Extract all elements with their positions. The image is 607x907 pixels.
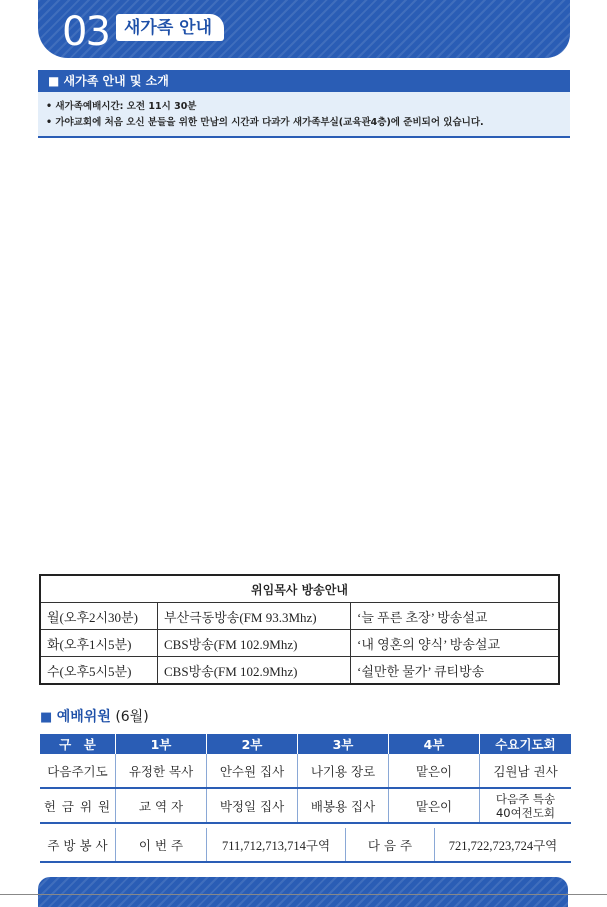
committee-header: 2부 bbox=[207, 734, 298, 754]
broadcast-station: CBS방송(FM 102.9Mhz) bbox=[158, 630, 351, 657]
committee-title bbox=[40, 707, 149, 728]
kitchen-this-week-label: 이 번 주 bbox=[116, 828, 207, 862]
broadcast-row bbox=[40, 630, 559, 657]
committee-cell: 박정일 집사 bbox=[207, 788, 298, 823]
committee-row-label: 다음주기도 bbox=[40, 754, 116, 788]
committee-table bbox=[40, 734, 571, 824]
broadcast-row bbox=[40, 603, 559, 630]
committee-row bbox=[40, 788, 571, 823]
committee-cell: 맡은이 bbox=[389, 788, 480, 823]
newcomer-info-box bbox=[38, 92, 570, 138]
broadcast-table bbox=[39, 574, 560, 685]
committee-header: 4부 bbox=[389, 734, 480, 754]
committee-header: 구 분 bbox=[40, 734, 116, 754]
kitchen-next-week-areas: 721,722,723,724구역 bbox=[435, 828, 572, 862]
section-number: 03 bbox=[62, 9, 109, 55]
committee-header: 1부 bbox=[116, 734, 207, 754]
broadcast-program: ‘내 영혼의 양식’ 방송설교 bbox=[351, 630, 560, 657]
broadcast-station: CBS방송(FM 102.9Mhz) bbox=[158, 657, 351, 685]
square-bullet-icon: ■ bbox=[40, 710, 53, 725]
special-song-label: 다음주 특송 bbox=[495, 791, 556, 806]
committee-row bbox=[40, 754, 571, 788]
footer-divider bbox=[0, 894, 607, 895]
broadcast-day: 화(오후1시5분) bbox=[40, 630, 158, 657]
broadcast-program: ‘쉴만한 물가’ 큐티방송 bbox=[351, 657, 560, 685]
committee-cell: 교 역 자 bbox=[116, 788, 207, 823]
committee-title-text: 예배위원 bbox=[56, 709, 111, 725]
newcomer-heading-bar bbox=[38, 70, 570, 92]
committee-cell: 김원남 권사 bbox=[480, 754, 572, 788]
committee-cell: 유정한 목사 bbox=[116, 754, 207, 788]
committee-header: 수요기도회 bbox=[480, 734, 572, 754]
broadcast-day: 월(오후2시30분) bbox=[40, 603, 158, 630]
newcomer-heading: ■ 새가족 안내 및 소개 bbox=[48, 74, 169, 88]
committee-month: (6월) bbox=[115, 709, 149, 725]
special-song-group: 40여전도회 bbox=[495, 805, 556, 820]
kitchen-this-week-areas: 711,712,713,714구역 bbox=[207, 828, 346, 862]
broadcast-row bbox=[40, 657, 559, 685]
broadcast-day: 수(오후5시5분) bbox=[40, 657, 158, 685]
committee-header-row bbox=[40, 734, 571, 754]
newcomer-welcome-note: • 가야교회에 처음 오신 분들을 위한 만남의 시간과 다과가 새가족부실(교육관4층)에 준비되어 있습니다. bbox=[46, 117, 484, 128]
newcomer-service-time: • 새가족예배시간: 오전 11시 30분 bbox=[46, 101, 197, 112]
kitchen-service-row bbox=[40, 828, 571, 862]
kitchen-next-week-label: 다 음 주 bbox=[346, 828, 435, 862]
committee-cell: 배봉용 집사 bbox=[298, 788, 389, 823]
footer-banner bbox=[38, 877, 568, 907]
kitchen-service-table bbox=[40, 828, 571, 863]
committee-cell: 나기용 장로 bbox=[298, 754, 389, 788]
broadcast-table-title: 위임목사 방송안내 bbox=[40, 575, 559, 603]
committee-cell: 맡은이 bbox=[389, 754, 480, 788]
broadcast-station: 부산극동방송(FM 93.3Mhz) bbox=[158, 603, 351, 630]
committee-row-label: 헌 금 위 원 bbox=[40, 788, 116, 823]
committee-cell: 안수원 집사 bbox=[207, 754, 298, 788]
committee-cell-special bbox=[480, 788, 572, 823]
section-title: 새가족 안내 bbox=[124, 18, 213, 38]
committee-header: 3부 bbox=[298, 734, 389, 754]
broadcast-program: ‘늘 푸른 초장’ 방송설교 bbox=[351, 603, 560, 630]
kitchen-service-label: 주 방 봉 사 bbox=[40, 828, 116, 862]
